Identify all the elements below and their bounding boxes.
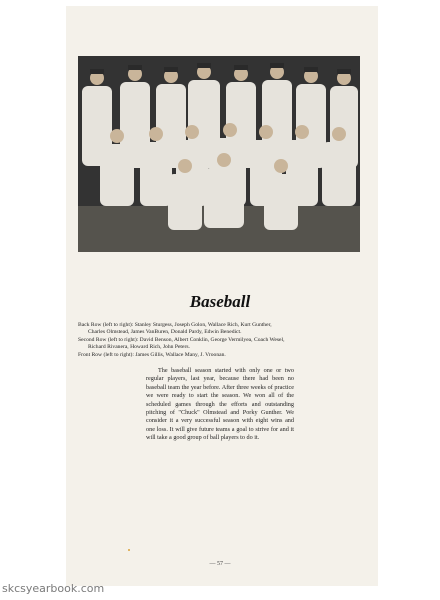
caption-front-row: Front Row (left to right): James Gillis, Wallace Many, J. Vroonan. xyxy=(78,351,226,358)
caption-second-row: Second Row (left to right): David Benson, Albert Conklin, George Vermilyea, Coach Wesel, xyxy=(78,336,285,343)
photo-caption xyxy=(78,322,364,359)
page-speck xyxy=(128,549,130,551)
caption-back-row-cont: Charles Olmstead, James VanBuren, Donald Pardy, Edwin Benedict. xyxy=(88,329,242,336)
caption-back-row: Back Row (left to right): Stanley Sturgess, Joseph Golon, Wallace Rich, Kurt Gunther, xyxy=(78,322,272,328)
page-title: Baseball xyxy=(189,292,251,311)
page-number: — 57 — xyxy=(209,561,231,567)
watermark: skcsyearbook.com xyxy=(2,582,105,595)
team-photo-image xyxy=(78,56,360,252)
article-body xyxy=(146,367,294,443)
caption-second-row-cont: Richard Rivanera, Howard Rich, John Peters. xyxy=(88,344,190,351)
article-paragraph: The baseball season started with only one or two regular players, last year, because there had been no baseball team the year before. After three weeks of practice we were ready to start the season. We won all of the scheduled games through the efforts and outstanding pitching of "Chuck" Olmstead and Porky Gunther. We consider it a very successful season with eight wins and one loss. It will give future teams a goal to strive for and it will take a good group of ball players to do it. xyxy=(146,367,294,442)
team-photo xyxy=(78,56,360,252)
